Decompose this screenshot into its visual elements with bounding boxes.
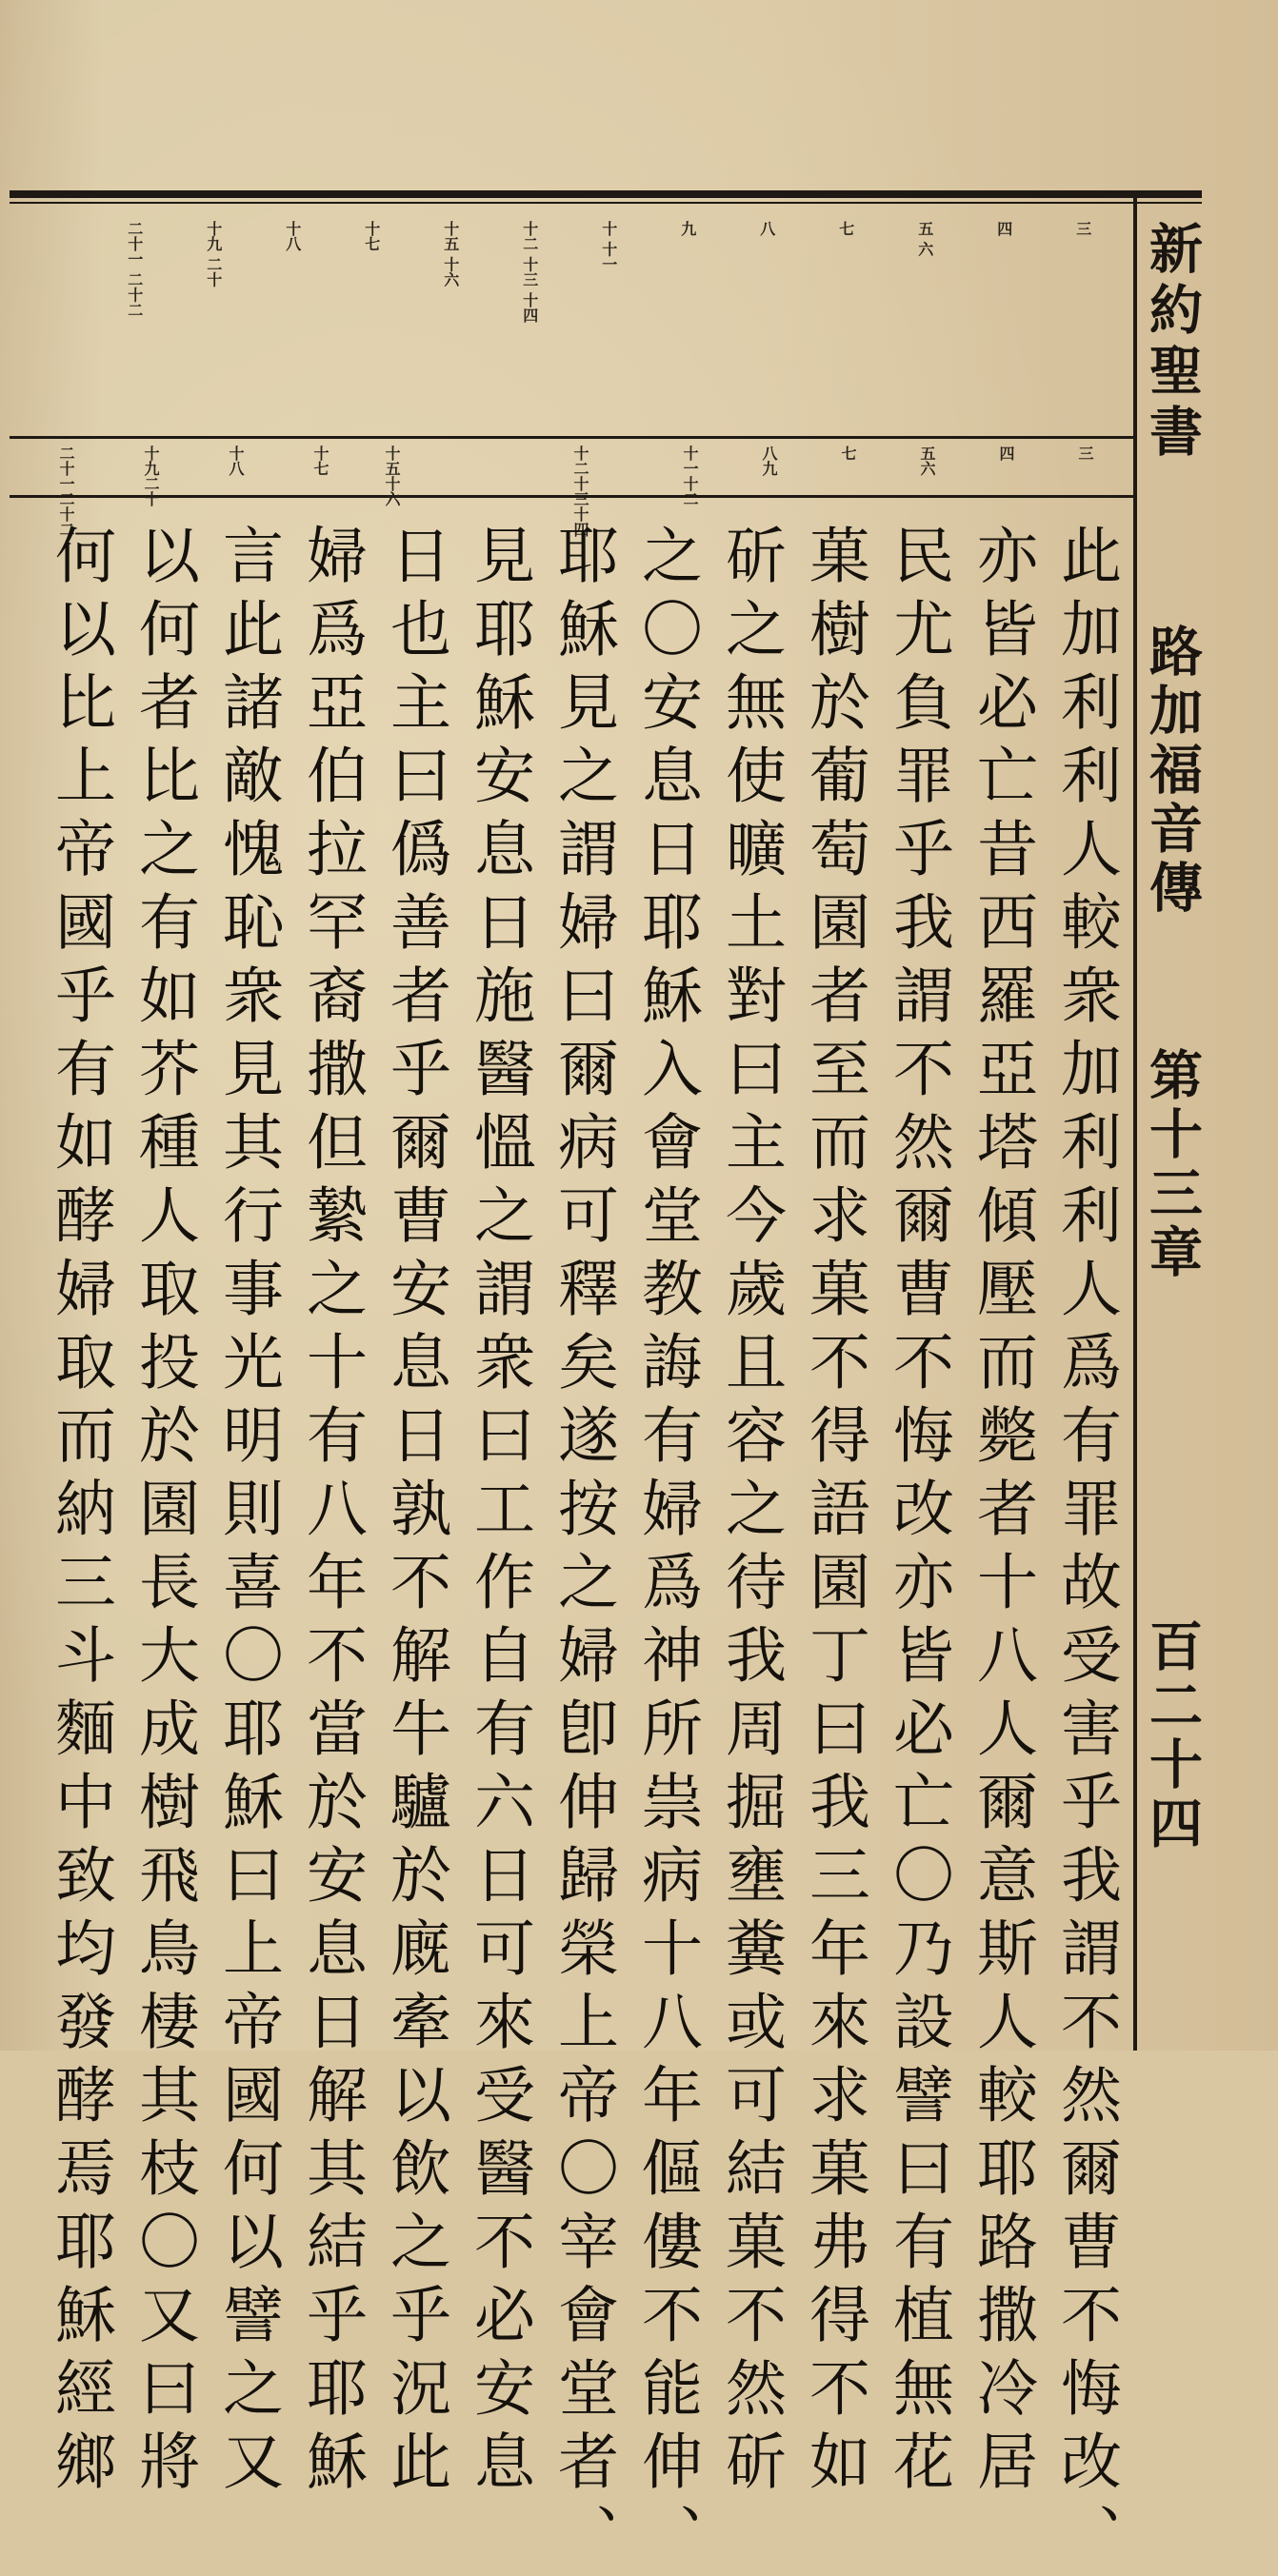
book-title: 新約聖書: [1141, 221, 1204, 465]
text-column: 民尤負罪乎我謂不然爾曹不悔改亦皆必亡〇乃設譬曰有植無花: [883, 524, 953, 2503]
header-divider: [1133, 190, 1137, 2051]
reference-note: 十八: [283, 221, 302, 251]
text-column: 此加利利人較衆加利利人爲有罪故受害乎我謂不然爾曹不悔改、: [1050, 524, 1121, 2576]
reference-note: 十五 十六: [441, 221, 460, 287]
text-column: 以何者比之有如芥種人取投於園長大成樹飛鳥棲其枝〇又曰將: [129, 524, 199, 2503]
verse-number: 四: [997, 446, 1015, 461]
reference-note: 三: [1073, 221, 1092, 236]
text-column: 菓樹於葡萄園者至而求菓不得語園丁曰我三年來求菓弗得不如: [799, 524, 869, 2503]
reference-note: 十二 十三 十四: [520, 221, 539, 324]
top-border-inner: [10, 202, 1202, 204]
verse-number: 五六: [918, 446, 936, 476]
gospel-name: 路加福音傳: [1141, 624, 1204, 919]
reference-note: 十 十一: [599, 221, 618, 272]
chapter-heading: 第十三章: [1141, 1047, 1204, 1283]
reference-note: 四: [994, 221, 1013, 236]
reference-note: 十九 二十: [204, 221, 223, 287]
text-column: 日也主曰僞善者乎爾曹安息日孰不解牛驢於廐牽以飲之乎況此: [380, 524, 450, 2503]
verse-number: 七: [839, 446, 857, 461]
reference-note: 十七: [362, 221, 381, 251]
text-column: 耶穌見之謂婦曰爾病可釋矣遂按之婦卽伸歸榮上帝〇宰會堂者、: [548, 524, 618, 2576]
verse-number: 十八: [227, 446, 245, 476]
verse-number: 八九: [760, 446, 778, 476]
page-number: 百二十四: [1141, 1618, 1204, 1854]
text-column: 亦皆必亡昔西羅亞塔傾壓而斃者十八人爾意斯人較耶路撒冷居: [967, 524, 1037, 2503]
verse-number: 十九二十: [142, 446, 160, 506]
reference-note: 八: [757, 221, 776, 236]
text-column: 之〇安息日耶穌入會堂教誨有婦爲神所祟病十八年傴僂不能伸、: [631, 524, 702, 2576]
verse-number: 二十一二十二: [57, 446, 75, 537]
verse-number: 十七: [311, 446, 329, 476]
top-border: [10, 190, 1202, 198]
verse-number: 十二十三十四: [571, 446, 589, 537]
reference-band-rule: [10, 436, 1133, 439]
verse-number: 十一十二: [681, 446, 699, 506]
reference-note: 七: [836, 221, 855, 236]
text-column: 見耶穌安息日施醫慍之謂衆曰工作自有六日可來受醫不必安息: [464, 524, 534, 2503]
text-column: 言此諸敵愧恥衆見其行事光明則喜〇耶穌曰上帝國何以譬之又: [212, 524, 283, 2503]
verse-number: 十五十六: [383, 446, 401, 506]
text-column: 斫之無使曠土對曰主今歲且容之待我周掘壅糞或可結菓不然斫: [715, 524, 786, 2503]
reference-note: 二十一 二十二: [125, 221, 144, 318]
reference-note: 五 六: [915, 221, 934, 257]
reference-note: 九: [678, 221, 697, 236]
text-column: 何以比上帝國乎有如酵婦取而納三斗麵中致均發酵焉耶穌經鄉: [45, 524, 115, 2503]
verse-number: 三: [1076, 446, 1094, 461]
text-column: 婦爲亞伯拉罕裔撒但縶之十有八年不當於安息日解其結乎耶穌: [296, 524, 367, 2503]
